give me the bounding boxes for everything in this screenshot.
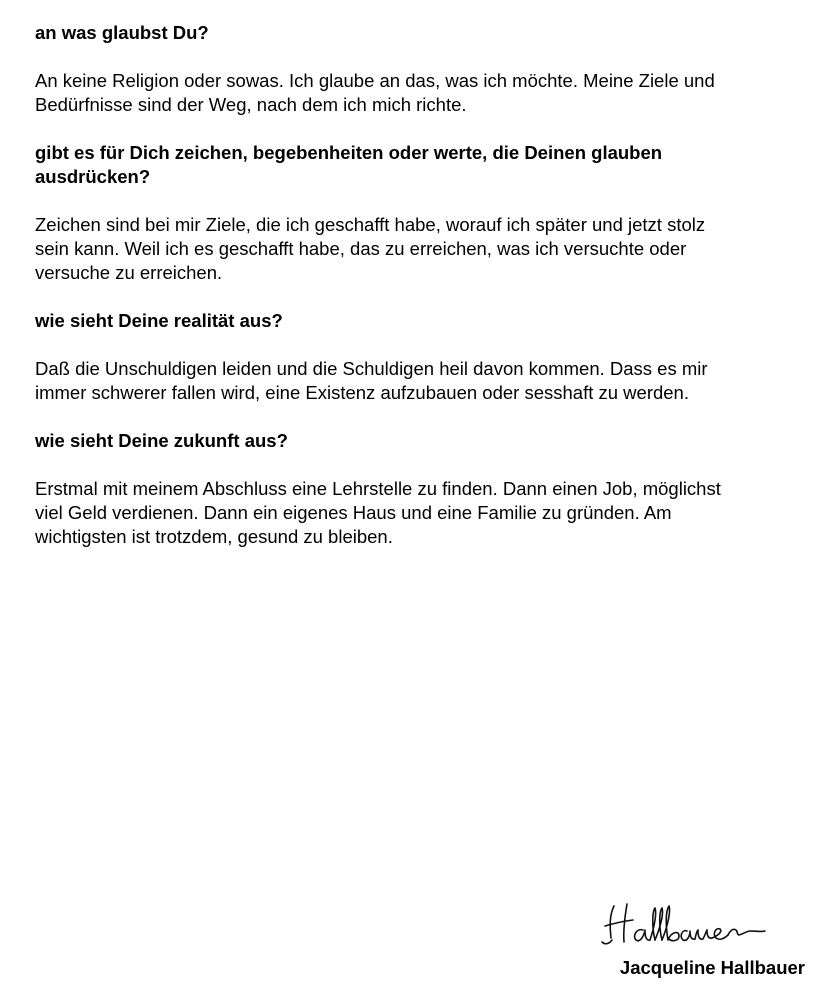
qa-section-3 [35, 309, 735, 405]
qa-section-1 [35, 21, 735, 117]
signature-block [575, 898, 805, 988]
qa-section-4 [35, 429, 735, 549]
answer-text: Zeichen sind bei mir Ziele, die ich geschafft habe, worauf ich später und jetzt stolz sein kann. Weil ich es geschafft habe, das zu erreichen, was ich versuchte oder versuche zu erreichen. [35, 214, 706, 283]
question-heading: wie sieht Deine realität aus? [35, 310, 283, 331]
signature-name: Jacqueline Hallbauer [619, 957, 805, 978]
document-body [35, 21, 735, 573]
question-heading: an was glaubst Du? [35, 22, 209, 43]
question-heading: gibt es für Dich zeichen, begebenheiten oder werte, die Deinen glauben ausdrücken? [35, 142, 663, 187]
qa-section-2 [35, 141, 735, 285]
handwritten-signature [597, 898, 787, 952]
answer-text: An keine Religion oder sowas. Ich glaube an das, was ich möchte. Meine Ziele und Bedürfnisse sind der Weg, nach dem ich mich richte. [35, 70, 715, 115]
answer-text: Daß die Unschuldigen leiden und die Schuldigen heil davon kommen. Dass es mir immer schwerer fallen wird, eine Existenz aufzubauen oder sesshaft zu werden. [35, 358, 708, 403]
question-heading: wie sieht Deine zukunft aus? [35, 430, 288, 451]
answer-text: Erstmal mit meinem Abschluss eine Lehrstelle zu finden. Dann einen Job, möglichst viel Geld verdienen. Dann ein eigenes Haus und eine Familie zu gründen. Am wichtigsten ist trotzdem, gesund zu bleiben. [35, 478, 721, 547]
